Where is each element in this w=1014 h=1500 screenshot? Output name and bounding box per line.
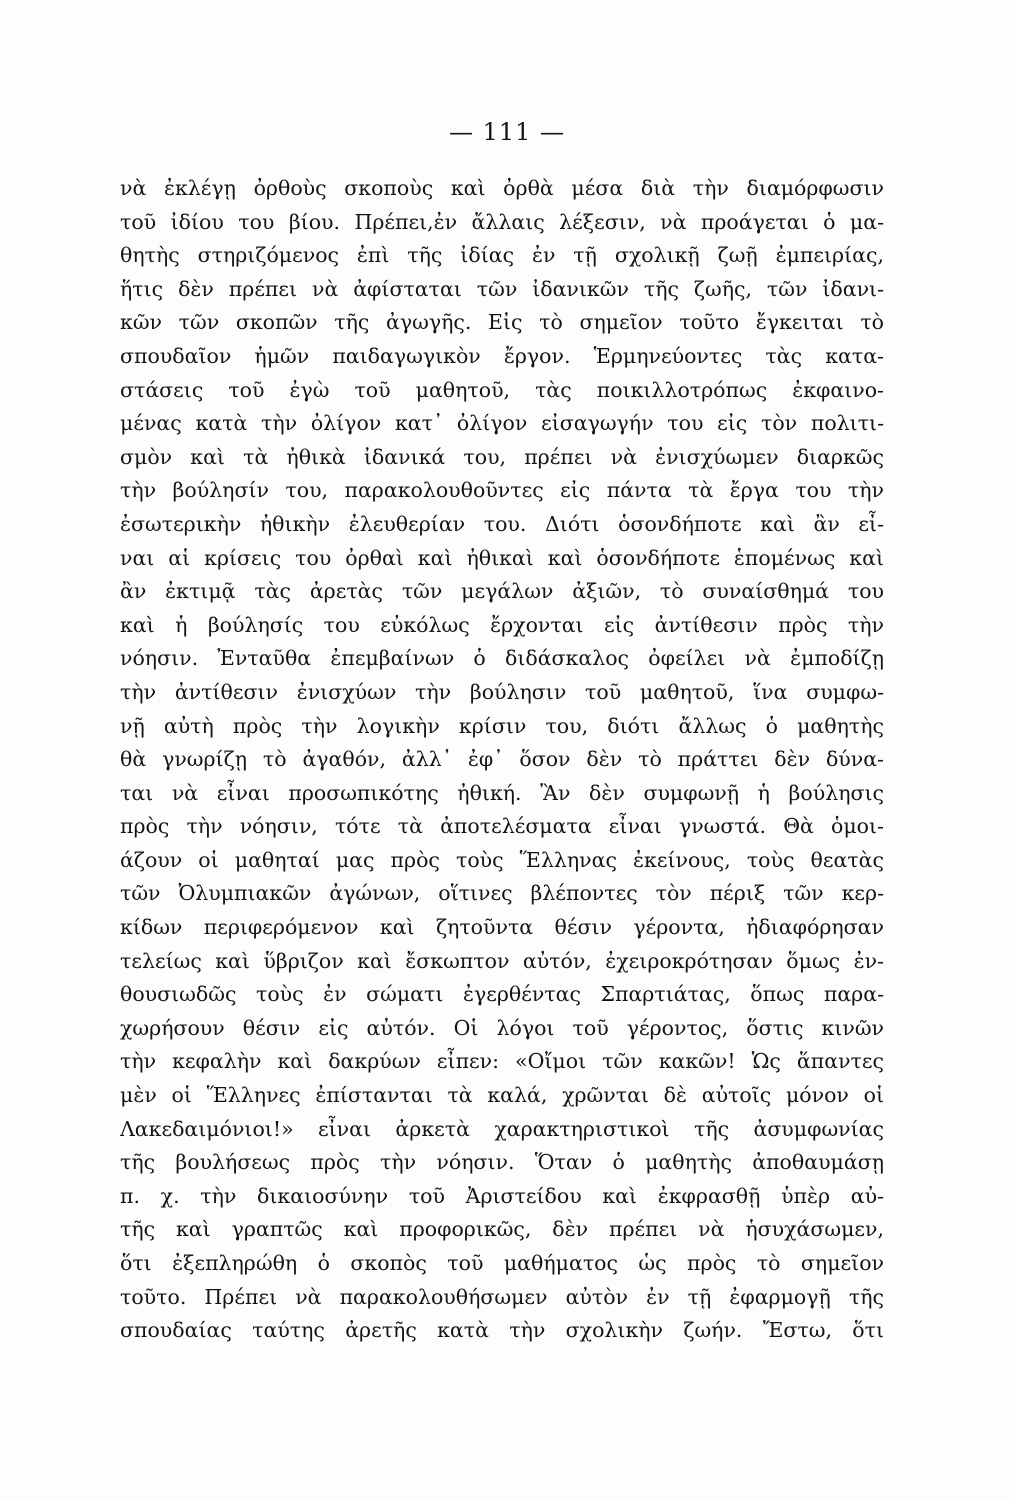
text-line: θητὴς στηριζόμενος ἐπὶ τῆς ἰδίας ἐν τῇ σχολικῇ ζωῇ ἐμπειρίας, [120, 243, 884, 268]
text-line: τελείως καὶ ὕβριζον καὶ ἔσκωπτον αὐτόν, ἐχειροκρότησαν ὅμως ἐν- [120, 948, 884, 973]
text-line: ἐσωτερικὴν ἠθικὴν ἐλευθερίαν του. Διότι ὁσονδήποτε καὶ ἂν εἶ- [120, 511, 884, 536]
text-line: τὴν κεφαλὴν καὶ δακρύων εἶπεν: «Οἴμοι τῶν κακῶν! Ὡς ἅπαντες [120, 1049, 884, 1074]
text-line: τὴν ἀντίθεσιν ἐνισχύων τὴν βούλησιν τοῦ μαθητοῦ, ἵνα συμφω- [120, 679, 884, 704]
text-line: ἥτις δὲν πρέπει νὰ ἀφίσταται τῶν ἰδανικῶν τῆς ζωῆς, τῶν ἰδανι- [120, 276, 884, 301]
text-line: τὴν βούλησίν του, παρακολουθοῦντες εἰς πάντα τὰ ἔργα του τὴν [120, 478, 884, 503]
text-line: μὲν οἱ Ἕλληνες ἐπίστανται τὰ καλά, χρῶνται δὲ αὐτοῖς μόνον οἱ [120, 1083, 884, 1108]
text-line: μένας κατὰ τὴν ὀλίγον κατ᾽ ὀλίγον εἰσαγωγήν του εἰς τὸν πολιτι- [120, 411, 884, 436]
text-line: θὰ γνωρίζῃ τὸ ἀγαθόν, ἀλλ᾽ ἐφ᾽ ὅσον δὲν τὸ πράττει δὲν δύνα- [120, 747, 884, 772]
text-line: τῆς βουλήσεως πρὸς τὴν νόησιν. Ὅταν ὁ μαθητὴς ἀποθαυμάσῃ [120, 1150, 884, 1175]
text-line: ναι αἱ κρίσεις του ὀρθαὶ καὶ ἠθικαὶ καὶ ὁσονδήποτε ἑπομένως καὶ [120, 545, 884, 570]
text-line: χωρήσουν θέσιν εἰς αὐτόν. Οἱ λόγοι τοῦ γέροντος, ὅστις κινῶν [120, 1015, 884, 1040]
text-line: κίδων περιφερόμενον καὶ ζητοῦντα θέσιν γέροντα, ἠδιαφόρησαν [120, 915, 884, 940]
text-line: π. χ. τὴν δικαιοσύνην τοῦ Ἀριστείδου καὶ ἐκφρασθῇ ὑπὲρ αὐ- [120, 1183, 884, 1208]
text-line: νόησιν. Ἐνταῦθα ἐπεμβαίνων ὁ διδάσκαλος ὀφείλει νὰ ἐμποδίζῃ [120, 646, 884, 671]
text-line: τοῦτο. Πρέπει νὰ παρακολουθήσωμεν αὐτὸν ἐν τῇ ἐφαρμογῇ τῆς [120, 1284, 884, 1309]
text-line: τοῦ ἰδίου του βίου. Πρέπει,ἐν ἄλλαις λέξεσιν, νὰ προάγεται ὁ μα- [120, 209, 884, 234]
text-line: τῆς καὶ γραπτῶς καὶ προφορικῶς, δὲν πρέπει νὰ ἡσυχάσωμεν, [120, 1217, 884, 1242]
text-line: ὅτι ἐξεπληρώθη ὁ σκοπὸς τοῦ μαθήματος ὡς πρὸς τὸ σημεῖον [120, 1251, 884, 1275]
text-line: σμὸν καὶ τὰ ἠθικὰ ἰδανικά του, πρέπει νὰ ἐνισχύωμεν διαρκῶς [120, 444, 884, 469]
text-line: ται νὰ εἶναι προσωπικότης ἠθική. Ἂν δὲν συμφωνῇ ἡ βούλησις [120, 780, 884, 805]
text-line: σπουδαῖον ἡμῶν παιδαγωγικὸν ἔργον. Ἑρμηνεύοντες τὰς κατα- [120, 343, 884, 368]
text-line: ἂν ἐκτιμᾷ τὰς ἀρετὰς τῶν μεγάλων ἀξιῶν, τὸ συναίσθημά του [120, 579, 884, 604]
text-line: πρὸς τὴν νόησιν, τότε τὰ ἀποτελέσματα εἶναι γνωστά. Θὰ ὁμοι- [120, 814, 884, 839]
text-line: νὰ ἐκλέγῃ ὀρθοὺς σκοποὺς καὶ ὀρθὰ μέσα διὰ τὴν διαμόρφωσιν [120, 176, 884, 200]
text-line: στάσεις τοῦ ἐγὼ τοῦ μαθητοῦ, τὰς ποικιλλοτρόπως ἐκφαινο- [120, 377, 884, 402]
text-line: νῇ αὐτὴ πρὸς τὴν λογικὴν κρίσιν του, διότι ἄλλως ὁ μαθητὴς [120, 713, 884, 738]
body-text [120, 172, 884, 1348]
text-line: Λακεδαιμόνιοι!» εἶναι ἀρκετὰ χαρακτηριστικοὶ τῆς ἀσυμφωνίας [120, 1116, 884, 1141]
text-line: σπουδαίας ταύτης ἀρετῆς κατὰ τὴν σχολικὴν ζωήν. Ἔστω, ὅτι [120, 1318, 884, 1343]
text-line: καὶ ἡ βούλησίς του εὐκόλως ἔρχονται εἰς ἀντίθεσιν πρὸς τὴν [120, 612, 884, 637]
text-line: τῶν Ὀλυμπιακῶν ἀγώνων, οἵτινες βλέποντες τὸν πέριξ τῶν κερ- [120, 881, 884, 906]
text-line: κῶν τῶν σκοπῶν τῆς ἀγωγῆς. Εἰς τὸ σημεῖον τοῦτο ἔγκειται τὸ [120, 310, 884, 335]
text-line: θουσιωδῶς τοὺς ἐν σώματι ἐγερθέντας Σπαρτιάτας, ὅπως παρα- [120, 982, 884, 1007]
page-number: — 111 — [448, 118, 566, 146]
text-line: άζουν οἱ μαθηταί μας πρὸς τοὺς Ἕλληνας ἐκείνους, τοὺς θεατὰς [120, 847, 884, 872]
